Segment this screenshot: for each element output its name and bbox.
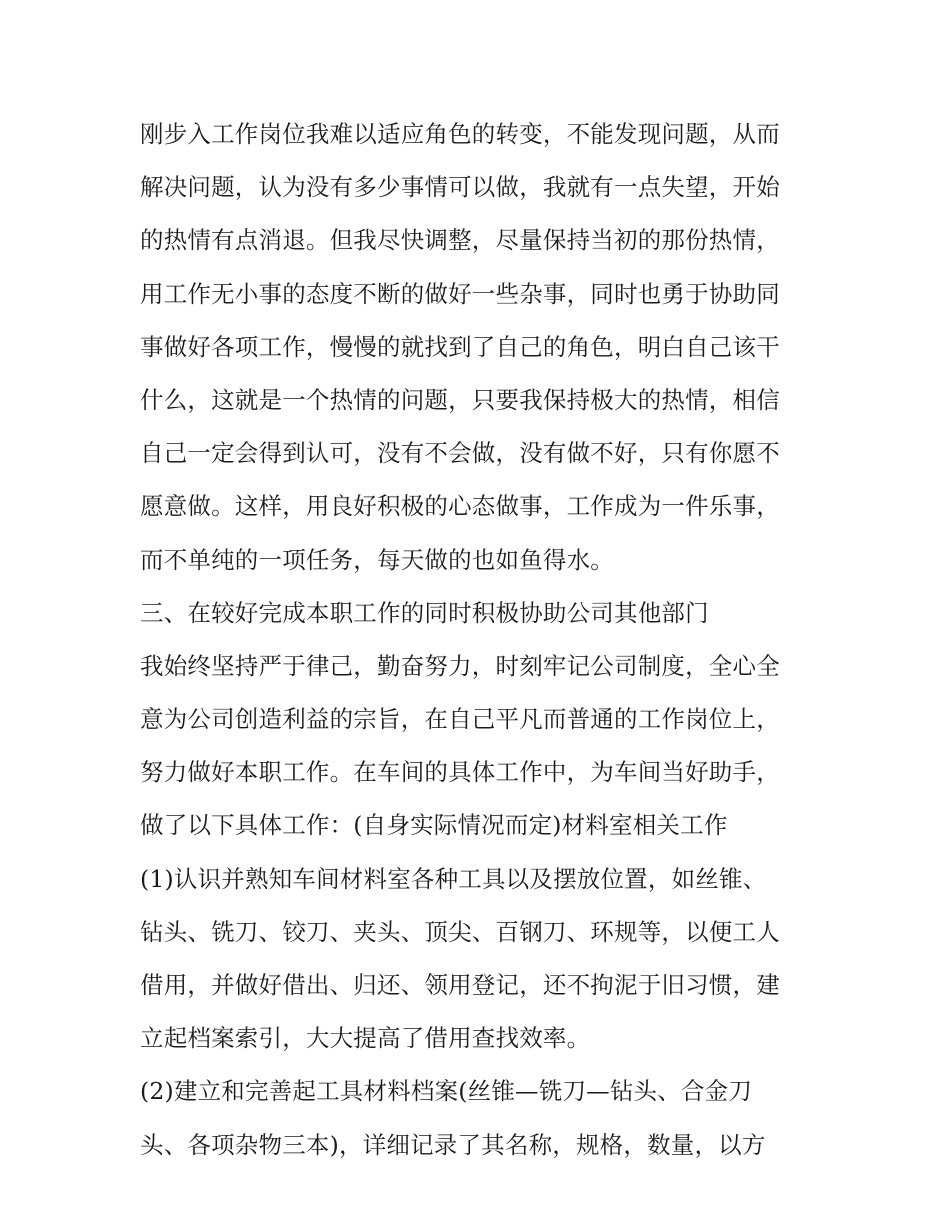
list-item: (1)认识并熟知车间材料室各种工具以及摆放位置，如丝锥、: [140, 864, 767, 893]
text-line: 而不单纯的一项任务，每天做的也如鱼得水。: [140, 545, 614, 574]
text-line: 解决问题，认为没有多少事情可以做，我就有一点失望，开始: [140, 173, 780, 202]
section-heading: 三、在较好完成本职工作的同时积极协助公司其他部门: [140, 598, 709, 627]
text-line: 的热情有点消退。但我尽快调整，尽量保持当初的那份热情，: [140, 226, 780, 255]
text-line: 借用，并做好借出、归还、领用登记，还不拘泥于旧习惯，建: [140, 971, 780, 999]
text-line: 意为公司创造利益的宗旨，在自己平凡而普通的工作岗位上，: [140, 705, 780, 734]
text-line: 做了以下具体工作：(自身实际情况而定)材料室相关工作: [140, 811, 728, 840]
text-line: 立起档案索引，大大提高了借用查找效率。: [140, 1024, 591, 1053]
text-line: 愿意做。这样，用良好积极的心态做事，工作成为一件乐事，: [140, 492, 780, 521]
body-text: [140, 108, 830, 1172]
text-line: 头、各项杂物三本)，详细记录了其名称，规格，数量，以方: [140, 1130, 766, 1159]
list-item: (2)建立和完善起工具材料档案(丝锥—铣刀—钻头、合金刀: [140, 1077, 753, 1106]
text-line: 努力做好本职工作。在车间的具体工作中，为车间当好助手，: [140, 758, 780, 787]
text-line: 事做好各项工作，慢慢的就找到了自己的角色，明白自己该干: [140, 332, 780, 361]
text-line: 自己一定会得到认可，没有不会做，没有做不好，只有你愿不: [140, 439, 780, 468]
text-line: 什么，这就是一个热情的问题，只要我保持极大的热情，相信: [140, 385, 780, 414]
text-line: 用工作无小事的态度不断的做好一些杂事，同时也勇于协助同: [140, 279, 780, 308]
text-line: 刚步入工作岗位我难以适应角色的转变，不能发现问题，从而: [140, 120, 780, 148]
text-line: 钻头、铣刀、铰刀、夹头、顶尖、百钢刀、环规等，以便工人: [140, 917, 780, 946]
text-line: 我始终坚持严于律己，勤奋努力，时刻牢记公司制度，全心全: [140, 651, 780, 680]
